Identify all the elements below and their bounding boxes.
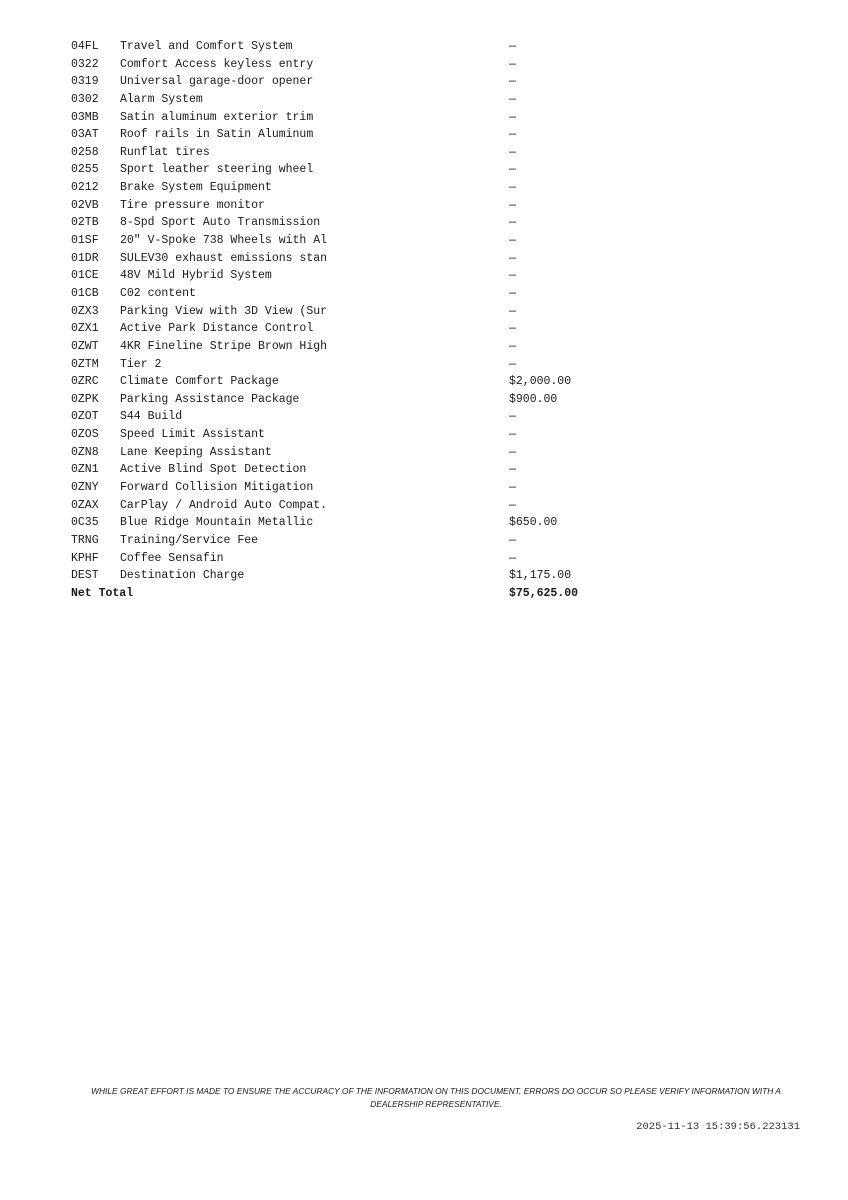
option-row <box>71 91 631 109</box>
option-price: — <box>509 533 516 547</box>
option-price: — <box>509 92 516 106</box>
option-price: — <box>509 304 516 318</box>
option-code: 0ZWT <box>71 339 99 353</box>
option-row <box>71 461 631 479</box>
option-description: CarPlay / Android Auto Compat. <box>120 498 328 512</box>
option-row <box>71 303 631 321</box>
option-code: 0212 <box>71 181 99 195</box>
option-code: 0ZRC <box>71 375 99 389</box>
option-row <box>71 109 631 127</box>
option-row <box>71 179 631 197</box>
option-description: S44 Build <box>120 410 183 424</box>
option-description: Active Park Distance Control <box>120 322 314 336</box>
option-price: — <box>509 498 516 512</box>
option-price: — <box>509 269 516 283</box>
option-code: 03MB <box>71 110 99 124</box>
option-row <box>71 391 631 409</box>
option-row <box>71 232 631 250</box>
option-description: Coffee Sensafin <box>120 551 224 565</box>
option-row <box>71 144 631 162</box>
option-description: Tier 2 <box>120 357 162 371</box>
option-code: 0C35 <box>71 516 99 530</box>
option-price: — <box>509 57 516 71</box>
option-description: Comfort Access keyless entry <box>120 57 314 71</box>
option-row <box>71 356 631 374</box>
option-description: Blue Ridge Mountain Metallic <box>120 516 314 530</box>
option-price: — <box>509 339 516 353</box>
option-price: — <box>509 445 516 459</box>
option-price: — <box>509 40 516 53</box>
option-price: — <box>509 198 516 212</box>
option-code: 01DR <box>71 251 99 265</box>
net-total-label: Net Total <box>71 586 134 600</box>
option-description: Climate Comfort Package <box>120 375 279 389</box>
option-description: 8-Spd Sport Auto Transmission <box>120 216 321 230</box>
option-row <box>71 444 631 462</box>
option-price: — <box>509 481 516 495</box>
option-price: — <box>509 463 516 477</box>
net-total-spacer <box>120 585 509 603</box>
option-row <box>71 250 631 268</box>
option-code: 04FL <box>71 40 99 53</box>
option-row <box>71 285 631 303</box>
option-code: 0ZN8 <box>71 445 99 459</box>
option-price: — <box>509 357 516 371</box>
option-row <box>71 532 631 550</box>
option-description: Roof rails in Satin Aluminum <box>120 128 314 142</box>
option-code: 03AT <box>71 128 99 142</box>
option-price: — <box>509 145 516 159</box>
option-description: Runflat tires <box>120 145 210 159</box>
option-price: — <box>509 251 516 265</box>
option-description: Lane Keeping Assistant <box>120 445 272 459</box>
option-price: — <box>509 428 516 442</box>
option-price: — <box>509 163 516 177</box>
option-description: 20" V-Spoke 738 Wheels with Al <box>120 234 328 248</box>
option-description: Forward Collision Mitigation <box>120 481 314 495</box>
option-code: DEST <box>71 569 99 583</box>
option-description: Universal garage-door opener <box>120 75 314 89</box>
option-code: 01SF <box>71 234 99 248</box>
option-row <box>71 408 631 426</box>
disclaimer-text: WHILE GREAT EFFORT IS MADE TO ENSURE THE ACCURACY OF THE INFORMATION ON THIS DOCUMENT, ERRORS DO OCCUR SO PLEASE VERIFY INFORMATION WITH A DEALERSHIP REPRESENTATIVE. <box>91 1086 781 1109</box>
option-price: — <box>509 110 516 124</box>
option-description: Satin aluminum exterior trim <box>120 110 314 124</box>
option-price: — <box>509 286 516 300</box>
option-code: KPHF <box>71 551 99 565</box>
option-code: TRNG <box>71 533 99 547</box>
option-description: Speed Limit Assistant <box>120 428 265 442</box>
print-timestamp: 2025-11-13 15:39:56.223131 <box>636 1121 800 1133</box>
option-description: Tire pressure monitor <box>120 198 265 212</box>
option-code: 0ZAX <box>71 498 99 512</box>
option-description: 48V Mild Hybrid System <box>120 269 272 283</box>
option-price: $1,175.00 <box>509 569 572 583</box>
option-price: — <box>509 410 516 424</box>
option-code: 0302 <box>71 92 99 106</box>
option-price: — <box>509 75 516 89</box>
option-description: Training/Service Fee <box>120 533 259 547</box>
option-code: 02VB <box>71 198 99 212</box>
option-rows <box>71 38 631 585</box>
option-code: 01CE <box>71 269 99 283</box>
option-price: — <box>509 181 516 195</box>
option-row <box>71 214 631 232</box>
option-description: SULEV30 exhaust emissions stan <box>120 251 328 265</box>
option-code: 0322 <box>71 57 99 71</box>
option-code: 01CB <box>71 286 99 300</box>
option-price: $650.00 <box>509 516 558 530</box>
option-price: — <box>509 322 516 336</box>
option-row <box>71 38 631 56</box>
option-row <box>71 514 631 532</box>
option-description: Active Blind Spot Detection <box>120 463 307 477</box>
option-code: 02TB <box>71 216 99 230</box>
option-row <box>71 320 631 338</box>
option-description: Sport leather steering wheel <box>120 163 314 177</box>
option-code: 0255 <box>71 163 99 177</box>
option-row <box>71 161 631 179</box>
option-code: 0ZTM <box>71 357 99 371</box>
option-description: Destination Charge <box>120 569 245 583</box>
option-price: — <box>509 551 516 565</box>
option-description: 4KR Fineline Stripe Brown High <box>120 339 328 353</box>
option-description: C02 content <box>120 286 196 300</box>
option-code: 0ZOS <box>71 428 99 442</box>
option-code: 0ZN1 <box>71 463 99 477</box>
option-code: 0ZPK <box>71 392 99 406</box>
option-description: Parking Assistance Package <box>120 392 300 406</box>
net-total-row <box>71 585 631 603</box>
option-row <box>71 426 631 444</box>
option-row <box>71 267 631 285</box>
option-description: Brake System Equipment <box>120 181 272 195</box>
option-code: 0ZOT <box>71 410 99 424</box>
option-row <box>71 197 631 215</box>
option-description: Travel and Comfort System <box>120 40 293 53</box>
option-row <box>71 373 631 391</box>
option-code: 0ZX1 <box>71 322 99 336</box>
net-total-amount: $75,625.00 <box>509 586 579 600</box>
option-code: 0ZX3 <box>71 304 99 318</box>
option-row <box>71 567 631 585</box>
option-row <box>71 550 631 568</box>
option-code: 0ZNY <box>71 481 99 495</box>
option-code: 0319 <box>71 75 99 89</box>
option-price: — <box>509 128 516 142</box>
option-row <box>71 338 631 356</box>
options-price-list <box>71 38 631 603</box>
option-price: — <box>509 216 516 230</box>
option-price: — <box>509 234 516 248</box>
option-price: $900.00 <box>509 392 558 406</box>
option-row <box>71 73 631 91</box>
option-row <box>71 126 631 144</box>
option-description: Alarm System <box>120 92 203 106</box>
option-price: $2,000.00 <box>509 375 572 389</box>
option-row <box>71 479 631 497</box>
option-row <box>71 56 631 74</box>
option-row <box>71 497 631 515</box>
option-description: Parking View with 3D View (Sur <box>120 304 328 318</box>
option-code: 0258 <box>71 145 99 159</box>
